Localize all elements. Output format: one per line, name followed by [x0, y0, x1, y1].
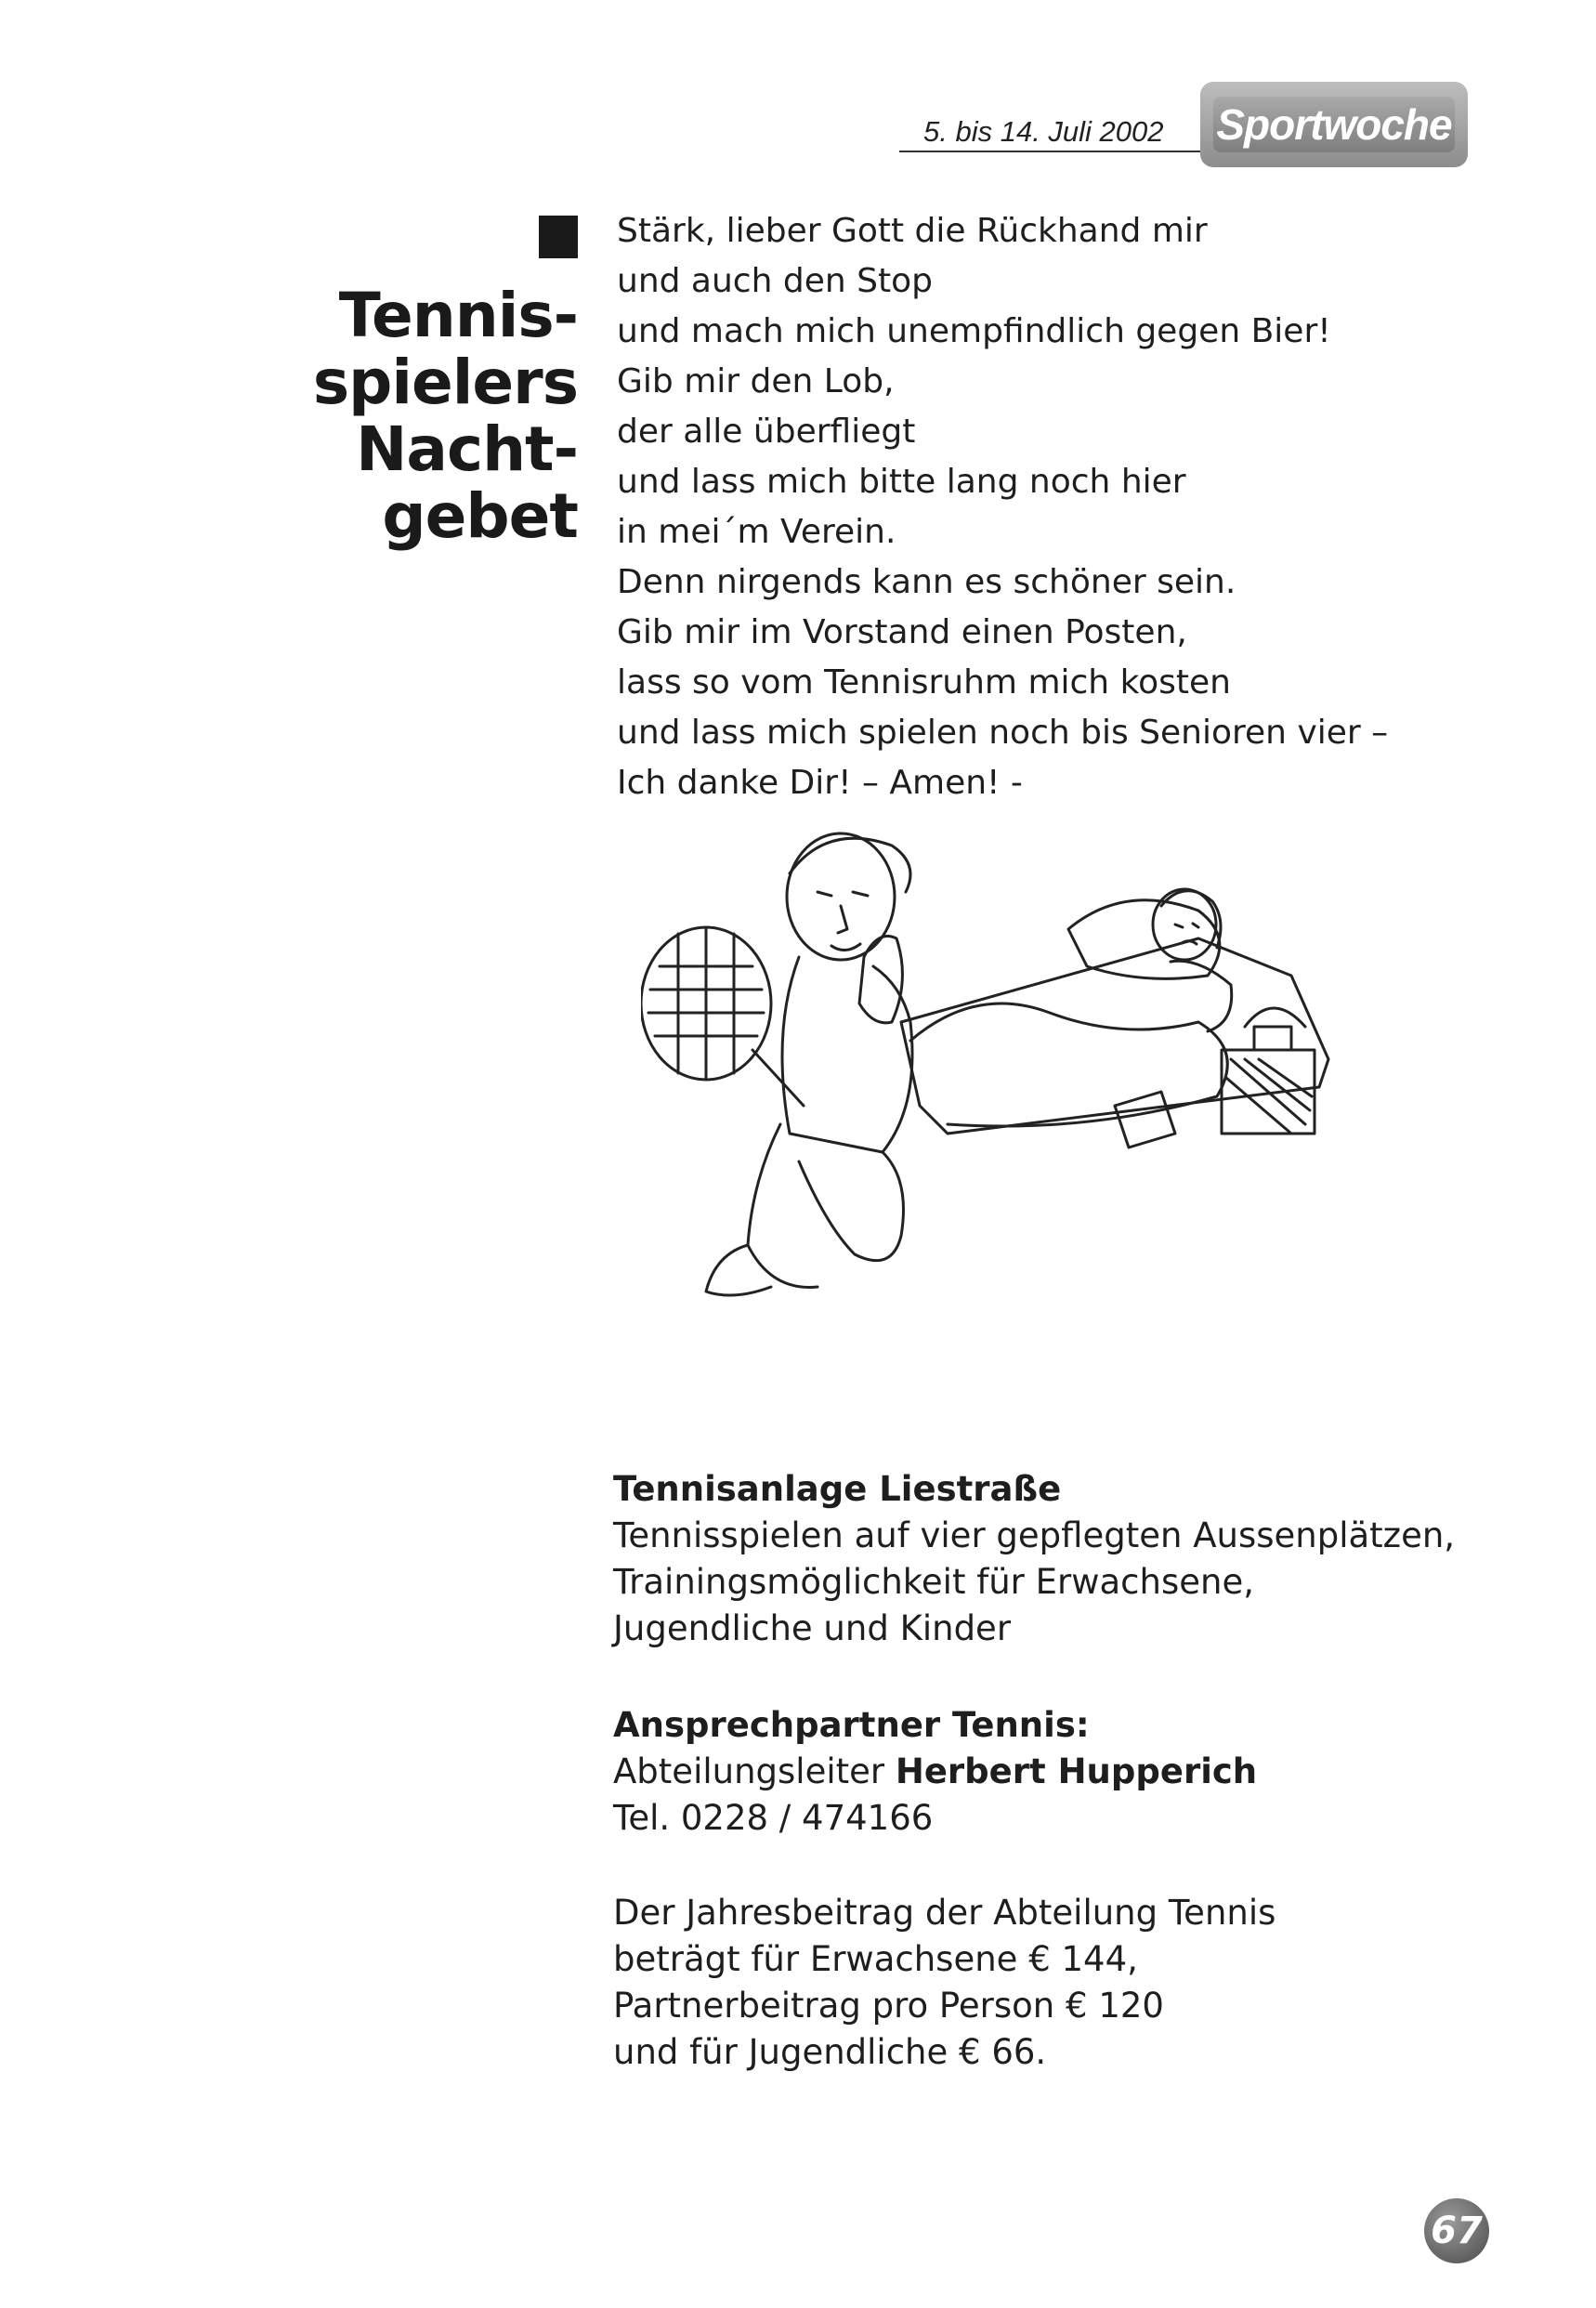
fee-adult-amount: € 144,: [1028, 1939, 1138, 1979]
fee-partner-amount: € 120: [1066, 1986, 1164, 2026]
title-bullet-square: [539, 216, 578, 258]
paper-on-floor: [1115, 1092, 1175, 1147]
section-badge: [1200, 82, 1468, 167]
page-number: 67: [1424, 2198, 1489, 2263]
fee-youth-label: und für Jugendliche: [613, 2032, 948, 2072]
fees-intro: Der Jahresbeitrag der Abteilung Tennis: [613, 1893, 1276, 1933]
contact-person: [613, 1749, 1257, 1795]
fees-info: [613, 1890, 1275, 2076]
contact-phone: Tel. 0228 / 474166: [613, 1798, 934, 1838]
poem-text: [617, 206, 1388, 808]
header-date: 5. bis 14. Juli 2002: [899, 113, 1220, 152]
contact-info: [613, 1702, 1257, 1842]
poem-line: und lass mich bitte lang noch hier: [617, 463, 1186, 501]
contact-heading: Ansprechpartner Tennis:: [613, 1705, 1090, 1745]
contact-role: Abteilungsleiter: [613, 1751, 885, 1791]
poem-line: Ich danke Dir! – Amen! -: [617, 764, 1023, 802]
facility-line: Trainingsmöglichkeit für Erwachsene,: [613, 1562, 1254, 1602]
poem-line: und lass mich spielen noch bis Senioren vier –: [617, 714, 1389, 752]
man-foot: [706, 1245, 771, 1295]
fee-youth: [613, 2029, 1275, 2076]
lamp: [1245, 1008, 1305, 1050]
contact-name: Herbert Hupperich: [895, 1751, 1258, 1791]
poem-line: lass so vom Tennisruhm mich kosten: [617, 663, 1231, 702]
poem-line: und auch den Stop: [617, 262, 933, 300]
poem-title: [279, 216, 578, 550]
facility-line: Jugendliche und Kinder: [613, 1608, 1012, 1648]
title-line-1: Tennis-: [338, 280, 578, 351]
title-line-3: Nacht-: [356, 413, 578, 485]
section-badge-label: Sportwoche: [1213, 97, 1455, 152]
praying-hands: [859, 937, 902, 1023]
facility-heading: Tennisanlage Liestraße: [613, 1469, 1062, 1509]
blanket-outline: [910, 1003, 1227, 1126]
cartoon-illustration: [641, 827, 1347, 1403]
fee-partner: [613, 1983, 1275, 2029]
poem-line: Gib mir im Vorstand einen Posten,: [617, 613, 1187, 651]
poem-line: Stärk, lieber Gott die Rückhand mir: [617, 212, 1208, 250]
title-line-4: gebet: [382, 480, 578, 552]
poem-line: und mach mich unempfindlich gegen Bier!: [617, 312, 1331, 350]
title-line-2: spielers: [312, 347, 578, 418]
page-header: [892, 80, 1505, 173]
poem-line: Denn nirgends kann es schöner sein.: [617, 563, 1236, 601]
poem-line: in mei´m Verein.: [617, 513, 896, 551]
fee-youth-amount: € 66.: [959, 2032, 1047, 2072]
woman-head: [1153, 889, 1216, 960]
man-torso: [782, 957, 912, 1152]
facility-line: Tennisspielen auf vier gepflegten Aussenplätzen,: [613, 1515, 1456, 1555]
poem-line: Gib mir den Lob,: [617, 362, 895, 400]
fee-adult: [613, 1936, 1275, 1983]
fee-adult-label: beträgt für Erwachsene: [613, 1939, 1018, 1979]
facility-info: [613, 1466, 1455, 1652]
man-head: [787, 833, 895, 960]
fee-partner-label: Partnerbeitrag pro Person: [613, 1986, 1055, 2026]
poem-line: der alle überfliegt: [617, 413, 916, 451]
